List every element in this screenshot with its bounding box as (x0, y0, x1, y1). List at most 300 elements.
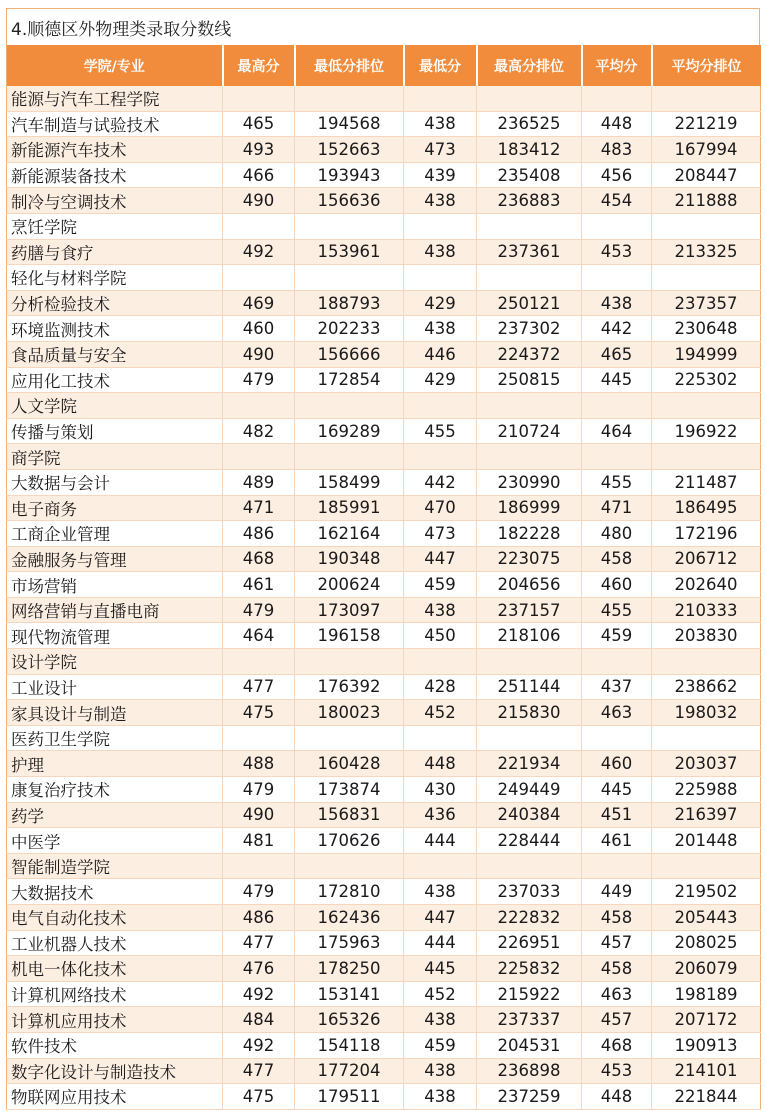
avg-score-rank: 206712 (652, 546, 761, 572)
max-score-rank (477, 86, 582, 111)
college-name: 医药卫生学院 (7, 725, 223, 751)
avg-score-rank: 190913 (652, 1032, 761, 1058)
avg-score-rank: 172196 (652, 521, 761, 547)
max-score: 486 (223, 905, 295, 931)
score-table (6, 45, 761, 1110)
major-name: 康复治疗技术 (7, 777, 223, 803)
avg-score: 458 (582, 546, 652, 572)
avg-score-rank: 238662 (652, 674, 761, 700)
max-score: 466 (223, 162, 295, 188)
min-score-rank: 152663 (295, 137, 404, 163)
table-row (7, 162, 761, 188)
max-score: 477 (223, 1058, 295, 1084)
max-score: 477 (223, 674, 295, 700)
avg-score: 445 (582, 367, 652, 393)
table-body (7, 86, 761, 1109)
major-name: 药膳与食疗 (7, 239, 223, 265)
max-score-rank: 240384 (477, 802, 582, 828)
avg-score-rank (652, 393, 761, 419)
min-score: 473 (404, 137, 477, 163)
max-score: 492 (223, 239, 295, 265)
min-score-rank: 176392 (295, 674, 404, 700)
max-score-rank: 249449 (477, 777, 582, 803)
avg-score: 463 (582, 981, 652, 1007)
table-row (7, 316, 761, 342)
max-score-rank: 236883 (477, 188, 582, 214)
table-row (7, 111, 761, 137)
max-score-rank: 251144 (477, 674, 582, 700)
college-name: 商学院 (7, 444, 223, 470)
table-row (7, 367, 761, 393)
table-row (7, 137, 761, 163)
max-score: 493 (223, 137, 295, 163)
avg-score (582, 265, 652, 291)
header-college-major: 学院/专业 (7, 45, 223, 86)
major-name: 传播与策划 (7, 418, 223, 444)
min-score: 438 (404, 111, 477, 137)
min-score (404, 86, 477, 111)
min-score: 473 (404, 521, 477, 547)
min-score-rank: 154118 (295, 1032, 404, 1058)
max-score: 490 (223, 802, 295, 828)
max-score-rank: 215922 (477, 981, 582, 1007)
min-score: 429 (404, 290, 477, 316)
max-score-rank: 237302 (477, 316, 582, 342)
avg-score-rank: 219502 (652, 879, 761, 905)
min-score-rank: 179511 (295, 1084, 404, 1110)
avg-score: 459 (582, 623, 652, 649)
min-score-rank: 177204 (295, 1058, 404, 1084)
table-row (7, 700, 761, 726)
min-score-rank: 170626 (295, 828, 404, 854)
table-row (7, 341, 761, 367)
max-score (223, 213, 295, 239)
major-name: 工商企业管理 (7, 521, 223, 547)
major-name: 护理 (7, 751, 223, 777)
college-row (7, 853, 761, 879)
major-name: 新能源装备技术 (7, 162, 223, 188)
table-row (7, 188, 761, 214)
max-score-rank: 237157 (477, 597, 582, 623)
major-name: 汽车制造与试验技术 (7, 111, 223, 137)
college-row (7, 725, 761, 751)
avg-score-rank (652, 853, 761, 879)
max-score: 468 (223, 546, 295, 572)
avg-score-rank: 202640 (652, 572, 761, 598)
header-avg-score-rank: 平均分排位 (652, 45, 761, 86)
avg-score (582, 444, 652, 470)
max-score-rank: 235408 (477, 162, 582, 188)
table-row (7, 905, 761, 931)
avg-score-rank: 186495 (652, 495, 761, 521)
max-score: 471 (223, 495, 295, 521)
min-score-rank: 156636 (295, 188, 404, 214)
min-score-rank: 193943 (295, 162, 404, 188)
min-score-rank: 160428 (295, 751, 404, 777)
avg-score (582, 86, 652, 111)
table-row (7, 597, 761, 623)
avg-score: 458 (582, 956, 652, 982)
table-row (7, 1007, 761, 1033)
min-score-rank: 180023 (295, 700, 404, 726)
major-name: 食品质量与安全 (7, 341, 223, 367)
min-score-rank: 162164 (295, 521, 404, 547)
major-name: 计算机网络技术 (7, 981, 223, 1007)
min-score-rank: 200624 (295, 572, 404, 598)
avg-score: 464 (582, 418, 652, 444)
table-row (7, 828, 761, 854)
min-score-rank (295, 649, 404, 675)
max-score: 464 (223, 623, 295, 649)
avg-score: 457 (582, 1007, 652, 1033)
avg-score-rank: 198189 (652, 981, 761, 1007)
max-score: 475 (223, 1084, 295, 1110)
max-score-rank: 225832 (477, 956, 582, 982)
min-score-rank: 156666 (295, 341, 404, 367)
max-score: 490 (223, 188, 295, 214)
college-row (7, 444, 761, 470)
table-row (7, 546, 761, 572)
avg-score-rank: 198032 (652, 700, 761, 726)
table-row (7, 239, 761, 265)
max-score: 460 (223, 316, 295, 342)
major-name: 数字化设计与制造技术 (7, 1058, 223, 1084)
max-score: 481 (223, 828, 295, 854)
avg-score-rank: 210333 (652, 597, 761, 623)
min-score: 439 (404, 162, 477, 188)
sheet-title: 4.顺德区外物理类录取分数线 (6, 8, 760, 45)
max-score-rank (477, 213, 582, 239)
min-score-rank: 196158 (295, 623, 404, 649)
max-score-rank: 182228 (477, 521, 582, 547)
college-name: 人文学院 (7, 393, 223, 419)
table-row (7, 521, 761, 547)
min-score: 438 (404, 188, 477, 214)
table-row (7, 930, 761, 956)
table-row (7, 623, 761, 649)
college-name: 烹饪学院 (7, 213, 223, 239)
max-score: 461 (223, 572, 295, 598)
avg-score: 458 (582, 905, 652, 931)
table-row (7, 1032, 761, 1058)
max-score-rank (477, 853, 582, 879)
major-name: 电气自动化技术 (7, 905, 223, 931)
college-row (7, 265, 761, 291)
min-score: 438 (404, 239, 477, 265)
avg-score: 442 (582, 316, 652, 342)
major-name: 工业机器人技术 (7, 930, 223, 956)
max-score-rank: 250121 (477, 290, 582, 316)
major-name: 电子商务 (7, 495, 223, 521)
min-score: 444 (404, 930, 477, 956)
max-score: 469 (223, 290, 295, 316)
min-score: 459 (404, 1032, 477, 1058)
max-score-rank: 223075 (477, 546, 582, 572)
max-score: 479 (223, 879, 295, 905)
avg-score: 461 (582, 828, 652, 854)
min-score-rank: 169289 (295, 418, 404, 444)
avg-score-rank: 194999 (652, 341, 761, 367)
min-score-rank (295, 853, 404, 879)
max-score-rank: 221934 (477, 751, 582, 777)
avg-score-rank: 230648 (652, 316, 761, 342)
header-max-score-rank: 最高分排位 (477, 45, 582, 86)
header-row (7, 45, 761, 86)
major-name: 现代物流管理 (7, 623, 223, 649)
avg-score: 453 (582, 239, 652, 265)
major-name: 中医学 (7, 828, 223, 854)
major-name: 金融服务与管理 (7, 546, 223, 572)
min-score: 438 (404, 879, 477, 905)
table-row (7, 418, 761, 444)
min-score: 470 (404, 495, 477, 521)
avg-score-rank: 225988 (652, 777, 761, 803)
max-score-rank: 204531 (477, 1032, 582, 1058)
min-score: 438 (404, 1007, 477, 1033)
max-score-rank: 236525 (477, 111, 582, 137)
min-score-rank: 173097 (295, 597, 404, 623)
avg-score: 438 (582, 290, 652, 316)
max-score: 475 (223, 700, 295, 726)
avg-score: 468 (582, 1032, 652, 1058)
avg-score-rank: 213325 (652, 239, 761, 265)
table-row (7, 290, 761, 316)
max-score-rank (477, 725, 582, 751)
max-score: 479 (223, 777, 295, 803)
avg-score: 480 (582, 521, 652, 547)
college-row (7, 649, 761, 675)
min-score (404, 393, 477, 419)
avg-score-rank: 206079 (652, 956, 761, 982)
max-score-rank: 218106 (477, 623, 582, 649)
min-score: 447 (404, 905, 477, 931)
college-row (7, 86, 761, 111)
college-name: 能源与汽车工程学院 (7, 86, 223, 111)
avg-score: 460 (582, 572, 652, 598)
table-row (7, 1058, 761, 1084)
avg-score-rank: 167994 (652, 137, 761, 163)
min-score (404, 213, 477, 239)
table-row (7, 751, 761, 777)
avg-score (582, 213, 652, 239)
max-score-rank (477, 393, 582, 419)
max-score-rank: 210724 (477, 418, 582, 444)
max-score: 490 (223, 341, 295, 367)
avg-score: 437 (582, 674, 652, 700)
max-score: 482 (223, 418, 295, 444)
avg-score-rank: 203037 (652, 751, 761, 777)
avg-score: 455 (582, 469, 652, 495)
max-score (223, 393, 295, 419)
max-score (223, 86, 295, 111)
max-score-rank: 204656 (477, 572, 582, 598)
major-name: 环境监测技术 (7, 316, 223, 342)
min-score: 442 (404, 469, 477, 495)
max-score: 477 (223, 930, 295, 956)
avg-score: 455 (582, 597, 652, 623)
max-score: 486 (223, 521, 295, 547)
major-name: 网络营销与直播电商 (7, 597, 223, 623)
avg-score: 454 (582, 188, 652, 214)
min-score: 430 (404, 777, 477, 803)
min-score: 452 (404, 981, 477, 1007)
avg-score-rank (652, 725, 761, 751)
min-score-rank: 175963 (295, 930, 404, 956)
min-score-rank (295, 213, 404, 239)
major-name: 物联网应用技术 (7, 1084, 223, 1110)
min-score: 438 (404, 316, 477, 342)
header-min-score: 最低分 (404, 45, 477, 86)
avg-score-rank: 207172 (652, 1007, 761, 1033)
avg-score-rank: 211888 (652, 188, 761, 214)
min-score (404, 444, 477, 470)
max-score-rank: 237033 (477, 879, 582, 905)
major-name: 市场营销 (7, 572, 223, 598)
table-row (7, 1084, 761, 1110)
avg-score: 448 (582, 1084, 652, 1110)
avg-score-rank: 205443 (652, 905, 761, 931)
min-score: 450 (404, 623, 477, 649)
max-score-rank (477, 444, 582, 470)
min-score-rank: 202233 (295, 316, 404, 342)
table-row (7, 777, 761, 803)
max-score-rank: 215830 (477, 700, 582, 726)
college-name: 智能制造学院 (7, 853, 223, 879)
table-row (7, 879, 761, 905)
max-score: 489 (223, 469, 295, 495)
min-score (404, 853, 477, 879)
avg-score: 465 (582, 341, 652, 367)
major-name: 计算机应用技术 (7, 1007, 223, 1033)
major-name: 机电一体化技术 (7, 956, 223, 982)
min-score-rank: 156831 (295, 802, 404, 828)
avg-score-rank: 211487 (652, 469, 761, 495)
max-score-rank (477, 649, 582, 675)
avg-score: 449 (582, 879, 652, 905)
min-score-rank (295, 265, 404, 291)
min-score-rank: 185991 (295, 495, 404, 521)
avg-score (582, 649, 652, 675)
max-score-rank: 250815 (477, 367, 582, 393)
major-name: 新能源汽车技术 (7, 137, 223, 163)
avg-score-rank: 225302 (652, 367, 761, 393)
avg-score: 451 (582, 802, 652, 828)
min-score: 459 (404, 572, 477, 598)
header-max-score: 最高分 (223, 45, 295, 86)
max-score-rank: 222832 (477, 905, 582, 931)
avg-score-rank: 216397 (652, 802, 761, 828)
major-name: 家具设计与制造 (7, 700, 223, 726)
major-name: 分析检验技术 (7, 290, 223, 316)
avg-score (582, 393, 652, 419)
avg-score: 457 (582, 930, 652, 956)
max-score-rank: 236898 (477, 1058, 582, 1084)
min-score: 438 (404, 1058, 477, 1084)
max-score (223, 444, 295, 470)
max-score-rank: 228444 (477, 828, 582, 854)
min-score (404, 649, 477, 675)
major-name: 应用化工技术 (7, 367, 223, 393)
table-row (7, 956, 761, 982)
min-score-rank: 165326 (295, 1007, 404, 1033)
avg-score: 453 (582, 1058, 652, 1084)
major-name: 软件技术 (7, 1032, 223, 1058)
min-score-rank: 194568 (295, 111, 404, 137)
max-score-rank: 237361 (477, 239, 582, 265)
avg-score: 471 (582, 495, 652, 521)
avg-score-rank: 221219 (652, 111, 761, 137)
min-score-rank: 190348 (295, 546, 404, 572)
major-name: 制冷与空调技术 (7, 188, 223, 214)
max-score (223, 725, 295, 751)
avg-score-rank: 208025 (652, 930, 761, 956)
table-row (7, 572, 761, 598)
max-score-rank (477, 265, 582, 291)
avg-score-rank (652, 265, 761, 291)
college-name: 轻化与材料学院 (7, 265, 223, 291)
min-score: 448 (404, 751, 477, 777)
max-score (223, 853, 295, 879)
min-score: 452 (404, 700, 477, 726)
table-row (7, 981, 761, 1007)
min-score: 428 (404, 674, 477, 700)
max-score: 476 (223, 956, 295, 982)
avg-score-rank: 196922 (652, 418, 761, 444)
min-score: 445 (404, 956, 477, 982)
major-name: 工业设计 (7, 674, 223, 700)
avg-score-rank (652, 86, 761, 111)
avg-score-rank: 214101 (652, 1058, 761, 1084)
min-score-rank (295, 444, 404, 470)
max-score: 465 (223, 111, 295, 137)
avg-score: 445 (582, 777, 652, 803)
min-score-rank: 158499 (295, 469, 404, 495)
avg-score-rank (652, 213, 761, 239)
min-score-rank: 173874 (295, 777, 404, 803)
major-name: 大数据技术 (7, 879, 223, 905)
avg-score: 456 (582, 162, 652, 188)
table-row (7, 802, 761, 828)
max-score-rank: 237337 (477, 1007, 582, 1033)
max-score: 479 (223, 367, 295, 393)
min-score: 455 (404, 418, 477, 444)
avg-score: 448 (582, 111, 652, 137)
min-score: 444 (404, 828, 477, 854)
min-score-rank: 178250 (295, 956, 404, 982)
table-row (7, 469, 761, 495)
min-score: 438 (404, 597, 477, 623)
max-score-rank: 183412 (477, 137, 582, 163)
college-row (7, 393, 761, 419)
header-avg-score: 平均分 (582, 45, 652, 86)
avg-score-rank (652, 649, 761, 675)
avg-score-rank: 203830 (652, 623, 761, 649)
avg-score-rank: 201448 (652, 828, 761, 854)
avg-score (582, 853, 652, 879)
min-score-rank: 153141 (295, 981, 404, 1007)
avg-score (582, 725, 652, 751)
college-row (7, 213, 761, 239)
max-score-rank: 224372 (477, 341, 582, 367)
max-score-rank: 237259 (477, 1084, 582, 1110)
max-score: 492 (223, 981, 295, 1007)
min-score-rank: 188793 (295, 290, 404, 316)
min-score-rank: 162436 (295, 905, 404, 931)
min-score (404, 725, 477, 751)
table-row (7, 674, 761, 700)
major-name: 药学 (7, 802, 223, 828)
min-score: 436 (404, 802, 477, 828)
